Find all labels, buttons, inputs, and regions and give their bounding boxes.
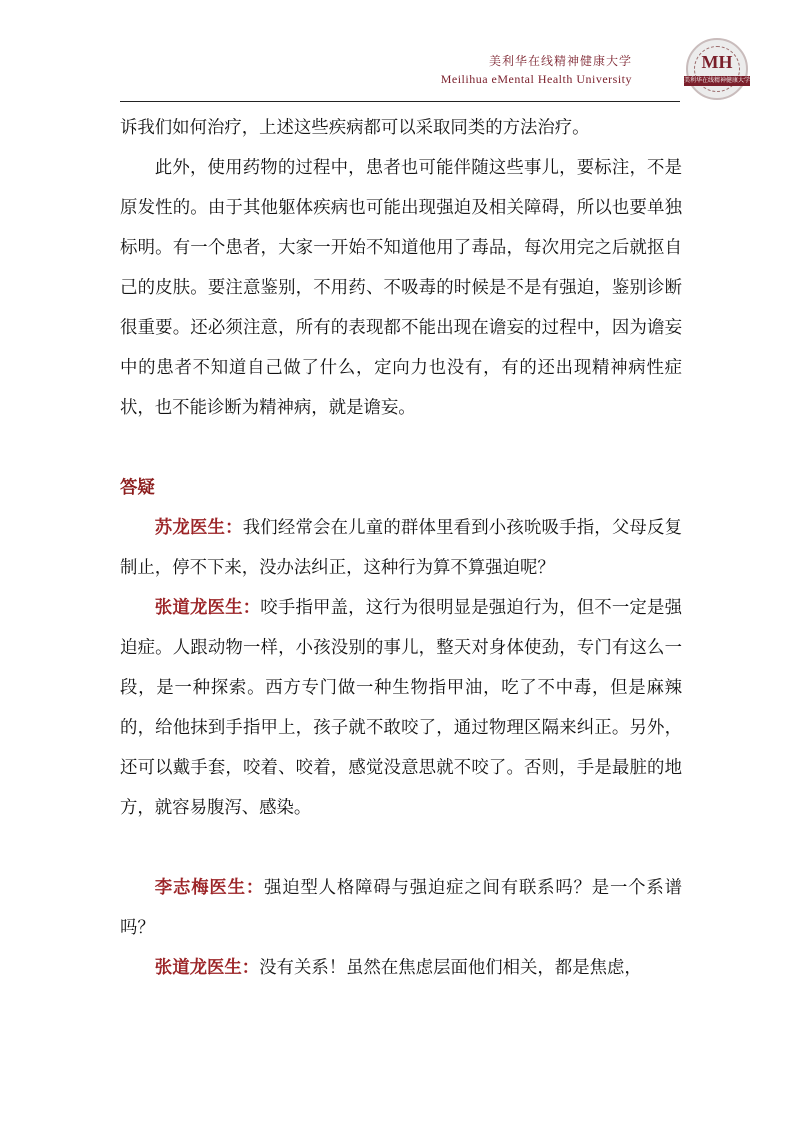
header-text: [441, 52, 632, 87]
speaker-name: 苏龙医生：: [154, 518, 243, 538]
header-rule: [120, 101, 680, 102]
qa-question: [120, 868, 682, 948]
speaker-name: 李志梅医生：: [154, 878, 265, 898]
speaker-name: 张道龙医生：: [154, 958, 260, 978]
header-title-cn: 美利华在线精神健康大学: [488, 54, 632, 68]
header-title-en: Meilihua eMental Health University: [440, 72, 632, 86]
answer-text: 没有关系！虽然在焦虑层面他们相关，都是焦虑，: [259, 958, 642, 978]
section-heading: 答疑: [120, 478, 155, 498]
document-body: [120, 108, 682, 988]
qa-answer: [120, 948, 682, 988]
qa-answer: [120, 588, 682, 828]
logo-mark: MH: [701, 52, 733, 72]
university-logo: [686, 38, 748, 100]
paragraph: 此外，使用药物的过程中，患者也可能伴随这些事儿，要标注，不是原发性的。由于其他躯体疾病也可能出现强迫及相关障碍，所以也要单独标明。有一个患者，大家一开始不知道他用了毒品，每次用完之后就抠自己的皮肤。要注意鉴别，不用药、不吸毒的时候是不是有强迫，鉴别诊断很重要。还必须注意，所有的表现都不能出现在谵妄的过程中，因为谵妄中的患者不知道自己做了什么，定向力也没有，有的还出现精神病性症状，也不能诊断为精神病，就是谵妄。: [120, 158, 682, 418]
speaker-name: 张道龙医生：: [154, 598, 261, 618]
page-header: [120, 40, 680, 104]
spacer: [120, 828, 682, 868]
question-text: 我们经常会在儿童的群体里看到小孩吮吸手指，父母反复制止，停不下来，没办法纠正，这种行为算不算强迫呢？: [120, 518, 682, 578]
paragraph: 诉我们如何治疗，上述这些疾病都可以采取同类的方法治疗。: [120, 118, 590, 138]
answer-text: 咬手指甲盖，这行为很明显是强迫行为，但不一定是强迫症。人跟动物一样，小孩没别的事儿，整天对身体使劲，专门有这么一段，是一种探索。西方专门做一种生物指甲油，吃了不中毒，但是麻辣的，给他抹到手指甲上，孩子就不敢咬了，通过物理区隔来纠正。另外，还可以戴手套，咬着、咬着，感觉没意思就不咬了。否则，手是最脏的地方，就容易腹泻、感染。: [120, 598, 682, 818]
logo-band: 美利华在线精神健康大学: [684, 77, 750, 84]
question-text: 强迫型人格障碍与强迫症之间有联系吗？是一个系谱吗？: [120, 878, 682, 938]
qa-question: [120, 508, 682, 588]
spacer: [120, 428, 682, 468]
